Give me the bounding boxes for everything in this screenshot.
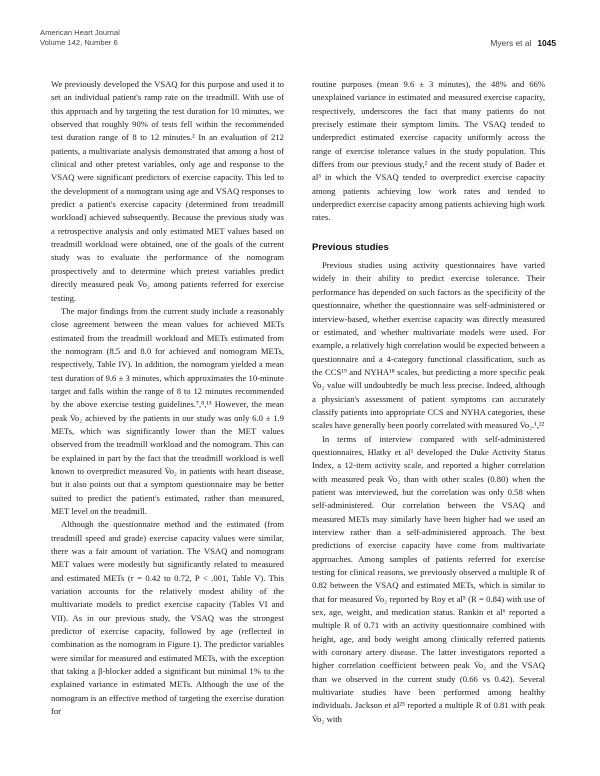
- running-header-right: [490, 38, 556, 48]
- paragraph: Previous studies using activity questionnaires have varied widely in their ability to predict exercise tolerance. Their performance has depended on such factors as the specificity of the questionnaire, whether the questionnaire was self-administered or interview-based, whether exercise capacity was directly measured or estimated, and whether multivariate models were used. For example, a relatively high correlation would be expected between a questionnaire and a 4-category functional classification, such as the CCS¹⁹ and NYHA¹⁸ scales, but predicting a more specific peak V̇o₂ value will undoubtedly be much less precise. Indeed, although a physician's assessment of patient symptoms can accurately classify patients into appropriate CCS and NYHA categories, these scales have generally been poorly correlated with measured V̇o₂.¹,²²: [312, 260, 545, 431]
- paragraph: Although the questionnaire method and the estimated (from treadmill speed and grade) exercise capacity values were similar, there was a fair amount of variation. The VSAQ and nomogram MET values were modestly but significantly related to measured and estimated METs (r = 0.42 to 0.72, P < .001, Table V). This variation accounts for the relatively modest ability of the multivariate models to predict exercise capacity (Tables VI and VII). As in our previous study, the VSAQ was the strongest predictor of exercise capacity, followed by age (reflected in combination as the nomogram in Figure 1). The predictor variables were similar for measured and estimated METs, with the exception that taking a β-blocker added a significant but minimal 1% to the explained variance in estimated METs. Although the use of the nomogram is an effective method of targeting the exercise duration for: [51, 519, 284, 717]
- paragraph: The major findings from the current study include a reasonably close agreement between the mean values for achieved METs estimated from the treadmill workload and METs estimated from the nomogram (8.5 and 8.0 for achieved and nomogram METs, respectively, Table IV). In addition, the nomogram yielded a mean test duration of 9.6 ± 3 minutes, which approximates the 10-minute target and falls within the range of 8 to 12 minutes recommended by the above exercise testing guidelines.⁷,⁸,¹³ However, the mean peak V̇o₂ achieved by the patients in our study was only 6.0 ± 1.9 METs, which was significantly lower than the MET values observed from the treadmill workload and the nomogram. This can be explained in part by the fact that the treadmill workload is well known to overpredict measured V̇o₂ in patients with heart disease, but it also points out that a symptom questionnaire may be better suited to predict the patient's estimated, rather than measured, MET level on the treadmill.: [51, 305, 284, 516]
- volume-info: Volume 142, Number 6: [40, 38, 118, 47]
- journal-name: American Heart Journal: [40, 28, 120, 37]
- author-running-head: Myers et al: [490, 38, 532, 48]
- page-number: 1045: [537, 38, 556, 48]
- paragraph: In terms of interview compared with self-administered questionnaires, Hlatky et al¹ developed the Duke Activity Status Index, a 12-item activity scale, and reported a higher correlation with measured peak V̇o₂ than with other scales (0.80) when the patient was interviewed, but the correlation was only 0.58 when self-administered. Our correlation between the VSAQ and measured METs may similarly have been higher had we used an interview rather than a self-administered approach. The best predictions of exercise capacity have come from multivariate approaches. Among samples of patients referred for exercise testing for clinical reasons, we previously observed a multiple R of 0.82 between the VSAQ and estimated METs, which is similar to that for measured V̇o₂ reported by Roy et al⁵ (R = 0.84) with use of sex, age, weight, and medication status. Rankin et al⁶ reported a multiple R of 0.71 with an activity questionnaire combined with height, age, and body weight among clinically referred patients with coronary artery disease. The latter investigators reported a higher correlation coefficient between peak V̇o₂ and the VSAQ than we observed in the current study (0.66 vs 0.42). Several multivariate studies have been performed among healthy individuals. Jackson et al²⁵ reported a multiple R of 0.81 with peak V̇o₂ with: [312, 433, 545, 724]
- right-column: [312, 78, 545, 726]
- running-header-left: [40, 28, 120, 48]
- left-column: [51, 78, 284, 719]
- paragraph: routine purposes (mean 9.6 ± 3 minutes), the 48% and 66% unexplained variance in estimated and measured exercise capacity, respectively, underscores the fact that many patients do not precisely estimate their symptom limits. The VSAQ tended to underpredict estimated exercise capacity uniformly across the range of exercise tolerance values in the study population. This differs from our previous study,² and the recent study of Bader et al³ in which the VSAQ tended to overpredict exercise capacity among patients achieving low work rates and tended to underpredict exercise capacity among patients achieving high work rates.: [312, 79, 545, 223]
- section-heading: Previous studies: [312, 241, 389, 253]
- paragraph: We previously developed the VSAQ for this purpose and used it to set an individual patient's ramp rate on the treadmill. With use of this approach and by targeting the test duration for 10 minutes, we observed that roughly 90% of tests fell within the recommended test duration range of 8 to 12 minutes.² In an evaluation of 212 patients, a multivariate analysis demonstrated that among a host of clinical and other pretest variables, only age and response to the VSAQ were significant predictors of exercise capacity. This led to the development of a nomogram using age and VSAQ responses to predict a patient's exercise capacity (determined from treadmill workload) achieved subsequently. Because the previous study was a retrospective analysis and only estimated MET values based on treadmill workload were obtained, one of the goals of the current study was to evaluate the performance of the nomogram prospectively and to determine which pretest variables predict directly measured peak V̇o₂ among patients referred for exercise testing.: [51, 79, 284, 303]
